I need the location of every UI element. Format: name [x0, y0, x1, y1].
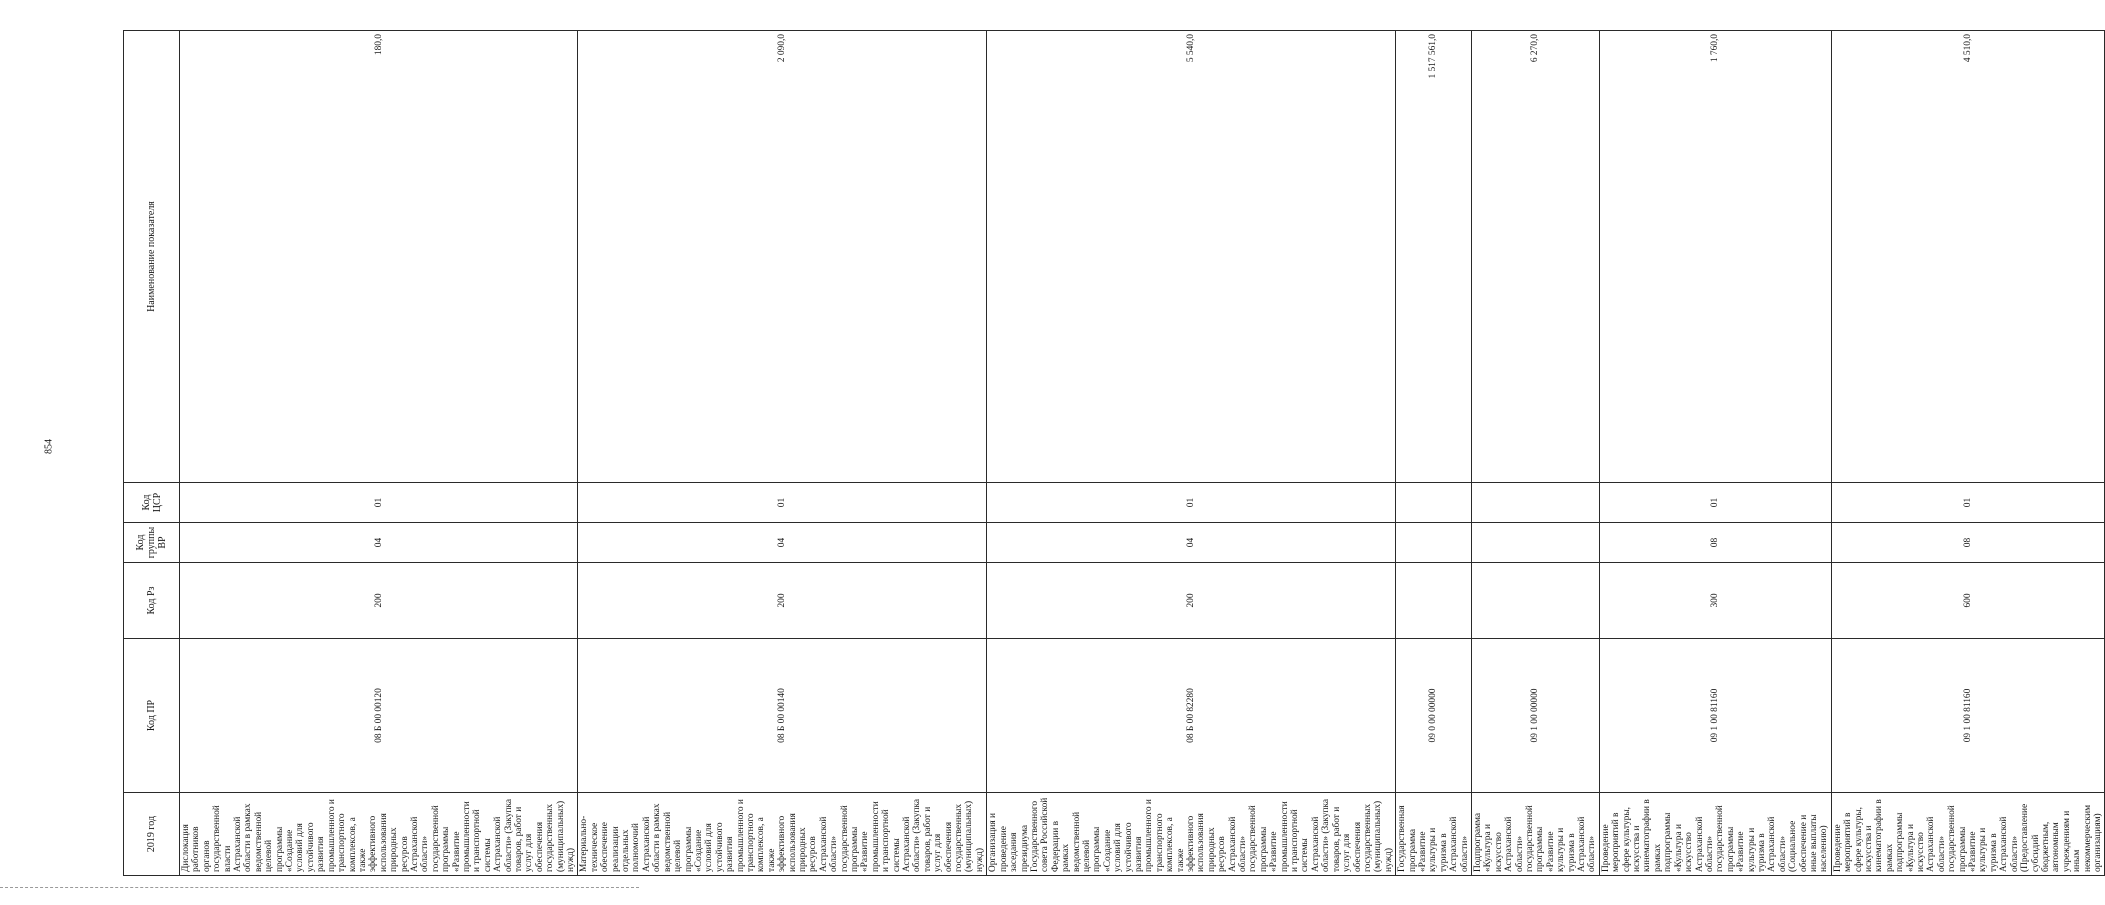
row-pr: 01	[578, 483, 987, 523]
row-vr: 200	[578, 563, 987, 639]
row-csr: 09 1 00 81160	[1599, 639, 1831, 793]
row-pr	[1396, 483, 1472, 523]
header-rz: Код Рз	[124, 563, 180, 639]
row-csr: 09 0 00 00000	[1396, 639, 1472, 793]
row-year: 1 517 561,0	[1396, 31, 1472, 483]
row-csr: 09 1 00 81160	[1831, 639, 2105, 793]
row-vr: 200	[180, 563, 578, 639]
row-name: Материально-техническое обеспечение реализации отдельных полномочий Астраханской области в рамках ведомственной целевой программы «Создание условий для устойчивого развития промышленного и транспортного комплексов, а также эффективного использования природных ресурсов Астраханской области» государственной программы «Развитие промышленности и транспортной системы Астраханской области» (Закупка товаров, работ и услуг для обеспечения государственных (муниципальных) нужд)	[578, 793, 987, 876]
row-year: 1 760,0	[1599, 31, 1831, 483]
row-vr: 200	[987, 563, 1396, 639]
header-pr: Код ПР	[124, 639, 180, 793]
row-name: Проведение мероприятий в сфере культуры, искусства и кинематографии в рамках подпрограммы «Культура и искусство Астраханской области» государственной программы «Развитие культуры и туризма в Астраханской области» (Социальное обеспечение и иные выплаты населению)	[1599, 793, 1831, 876]
row-csr: 08 Б 00 00140	[578, 639, 987, 793]
row-pr: 01	[1831, 483, 2105, 523]
row-rz: 08	[1831, 523, 2105, 563]
row-name: Подпрограмма «Культура и искусство Астраханской области» государственной программы «Развитие культуры и туризма в Астраханской области»	[1471, 793, 1599, 876]
row-vr	[1396, 563, 1472, 639]
page-number: 854	[43, 439, 55, 454]
row-vr: 300	[1599, 563, 1831, 639]
row-year: 2 090,0	[578, 31, 987, 483]
row-rz: 04	[987, 523, 1396, 563]
row-csr: 08 Б 00 82280	[987, 639, 1396, 793]
header-name: Наименование показателя	[124, 31, 180, 483]
table-row	[1599, 31, 1831, 876]
header-row	[124, 31, 180, 876]
budget-table	[123, 30, 2105, 876]
header-vr: Код группы ВР	[124, 523, 180, 563]
row-pr: 01	[987, 483, 1396, 523]
row-pr: 01	[180, 483, 578, 523]
bottom-divider	[0, 887, 639, 888]
header-year: 2019 год	[124, 793, 180, 876]
row-csr: 08 Б 00 00120	[180, 639, 578, 793]
row-name: Государственная программа «Развитие культуры и туризма в Астраханской области»	[1396, 793, 1472, 876]
table-row	[1396, 31, 1472, 876]
row-rz: 08	[1599, 523, 1831, 563]
row-year: 180,0	[180, 31, 578, 483]
row-year: 6 270,0	[1471, 31, 1599, 483]
table-row	[180, 31, 578, 876]
row-pr	[1471, 483, 1599, 523]
row-year: 4 510,0	[1831, 31, 2105, 483]
row-name: Проведение мероприятий в сфере культуры, искусства и кинематографии в рамках подпрограммы «Культура и искусство Астраханской области» государственной программы «Развитие культуры и туризма в Астраханской области» (Предоставление субсидий бюджетным, автономным учреждениям и иным некоммерческим организациям)	[1831, 793, 2105, 876]
row-pr: 01	[1599, 483, 1831, 523]
row-name: Организация и проведение заседания президиума Государственного совета Российской Федерации в рамках ведомственной целевой программы «Создание условий для устойчивого развития промышленного и транспортного комплексов, а также эффективного использования природных ресурсов Астраханской области» государственной программы «Развитие промышленности и транспортной системы Астраханской области» (Закупка товаров, работ и услуг для обеспечения государственных (муниципальных) нужд)	[987, 793, 1396, 876]
rotated-table-container	[123, 31, 2103, 876]
row-rz: 04	[180, 523, 578, 563]
table-row	[578, 31, 987, 876]
row-rz: 04	[578, 523, 987, 563]
row-name: Дислокация работников органов государственной власти Астраханской области в рамках ведомственной целевой программы «Создание условий для устойчивого развития промышленного и транспортного комплексов, а также эффективного использования природных ресурсов Астраханской области» государственной программы «Развитие промышленности и транспортной системы Астраханской области» (Закупка товаров, работ и услуг для обеспечения государственных (муниципальных) нужд)	[180, 793, 578, 876]
table-row	[1471, 31, 1599, 876]
row-vr: 600	[1831, 563, 2105, 639]
table-row	[987, 31, 1396, 876]
row-rz	[1396, 523, 1472, 563]
row-rz	[1471, 523, 1599, 563]
row-vr	[1471, 563, 1599, 639]
row-csr: 09 1 00 00000	[1471, 639, 1599, 793]
table-row	[1831, 31, 2105, 876]
row-year: 5 540,0	[987, 31, 1396, 483]
header-csr: Код ЦСР	[124, 483, 180, 523]
